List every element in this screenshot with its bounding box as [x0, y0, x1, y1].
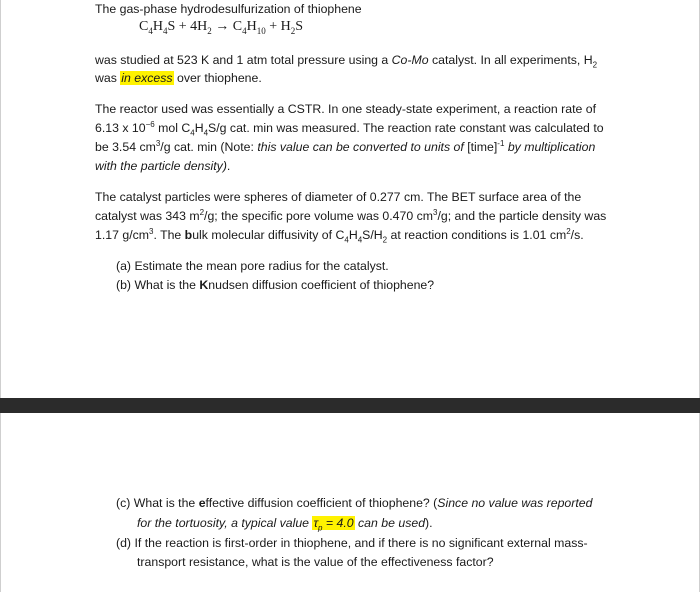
question-d-line-2: transport resistance, what is the value of the effectiveness factor?: [137, 555, 494, 569]
question-d: (d) If the reaction is first-order in thiophene, and if there is no significant external mass-: [116, 536, 588, 550]
para3-line-1: The catalyst particles were spheres of diameter of 0.277 cm. The BET surface area of the: [95, 190, 582, 204]
para3-line-3: 1.17 $g/cm^3$. The bulk molecular diffusivity of $C_4H_4S/H_2$ at reaction conditions is 1.01 $cm^2/s$.: [95, 226, 584, 245]
para2-line-4: with the particle density).: [95, 159, 231, 173]
intro-line-1: was studied at 523 K and 1 atm total pressure using a Co-Mo catalyst. In all experiments, $H_2$: [95, 53, 598, 70]
question-a: (a) Estimate the mean pore radius for the catalyst.: [116, 259, 389, 273]
question-c: (c) What is the effective diffusion coefficient of thiophene? (Since no value was reported: [116, 496, 593, 510]
intro-line-2: was in excess over thiophene.: [95, 71, 262, 85]
problem-panel-bottom: [1, 413, 699, 592]
para2-line-1: The reactor used was essentially a CSTR. In one steady-state experiment, a reaction rate of: [95, 102, 597, 116]
problem-heading: The gas-phase hydrodesulfurization of thiophene: [95, 2, 362, 16]
para2-line-2: 6.13 x $10^{-6}$ mol $C_4H_4S/g$ cat. min was measured. The reaction rate constant was calculated to: [95, 119, 604, 138]
para3-line-2: catalyst was 343 $m^2/g$; the specific pore volume was 0.470 $cm^3/g$; and the particle density was: [95, 207, 607, 223]
question-c-line-2: for the tortuosity, a typical value $\tau_p = 4.0$ can be used).: [137, 516, 433, 533]
para2-line-3: be 3.54 $cm^3/g$ cat. min (Note: this value can be converted to units of [time]$^{-1}$ by multiplication: [95, 138, 596, 154]
highlighted-phrase: in excess: [121, 71, 173, 85]
question-b: (b) What is the Knudsen diffusion coefficient of thiophene?: [116, 278, 435, 292]
reaction-equation: $C_4H_4S + 4H_2 \to C_4H_{10} + H_2S$: [139, 19, 304, 36]
page-divider: [0, 398, 700, 413]
tortuosity-highlight: $\tau_p = 4.0$: [313, 516, 354, 533]
problem-panel-top: [1, 0, 699, 398]
